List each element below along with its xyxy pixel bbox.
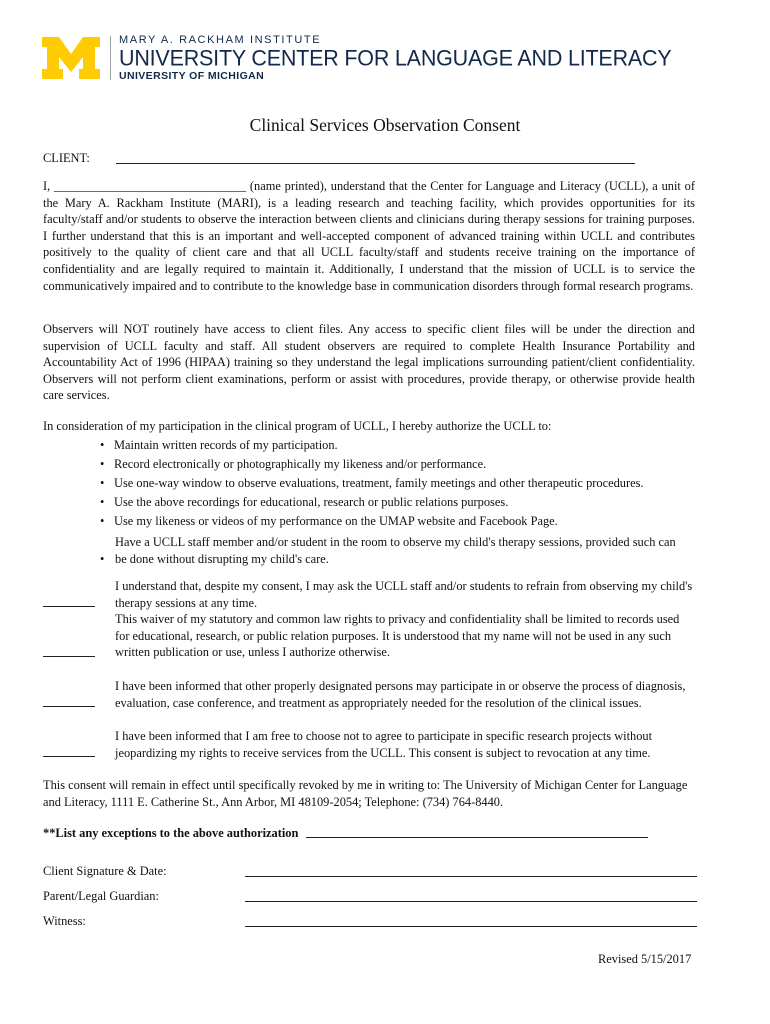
initial-item-text: This waiver of my statutory and common law rights to privacy and confidentiality shall be limited to records used for educational, research, or public relation purposes. It is understood that my name will not be used in any such written publication or use, unless I authorize otherwise. — [115, 612, 680, 660]
university-name: UNIVERSITY OF MICHIGAN — [119, 70, 265, 82]
observer-paragraph: Observers will NOT routinely have access to client files. Any access to specific client files will be under the direction and supervision of UCLL faculty and staff. All student observers are required to complete Health Insurance Portability and Accountability Act of 1996 (HIPAA) training so they understand the legal implications surrounding patient/client confidentiality. Observers will not perform client examinations, perform or assist with procedures, provide therapy, or otherwise provide health care services. — [43, 322, 695, 403]
institute-name: MARY A. RACKHAM INSTITUTE — [119, 34, 322, 46]
client-label: CLIENT: — [43, 151, 90, 165]
exceptions-line[interactable] — [306, 837, 648, 838]
exceptions-label: **List any exceptions to the above authorization — [43, 826, 299, 840]
guardian-signature-line[interactable] — [245, 901, 697, 902]
list-item-long-line2: be done without disrupting my child's care. — [115, 552, 329, 566]
client-name-line[interactable] — [116, 163, 635, 164]
consent-paragraph: I, _______________________________ (name printed), understand that the Center for Language and Literacy (UCLL), a unit of the Mary A. Rackham Institute (MARI), is a leading research and teaching facility, which provides opportunities for its faculty/staff and/or students to observe the interaction between clients and clinicians during therapy sessions for training purposes. I further understand that this is an important and well-accepted component of advanced training within UCLL and contributes positively to the quality of client care and that all UCLL faculty/staff and students receive training on the importance of confidentiality and are legally required to maintain it. Additionally, I understand that the mission of UCLL is to service the communicatively impaired and to contribute to the knowledge base in communication disorders through formal research programs. — [43, 179, 695, 293]
witness-signature-label: Witness: — [43, 914, 86, 928]
ucll-logo — [42, 34, 672, 82]
authorization-list — [98, 436, 644, 531]
initial-blank-4[interactable] — [43, 756, 95, 757]
initial-blank-2[interactable] — [43, 656, 95, 657]
list-item-long-line1: Have a UCLL staff member and/or student in the room to observe my child's therapy sessions, provided such can — [115, 535, 676, 549]
list-item: • Maintain written records of my participation. — [98, 436, 644, 455]
initial-blank-3[interactable] — [43, 706, 95, 707]
list-item: • Use the above recordings for educational, research or public relations purposes. — [98, 493, 644, 512]
initial-item-text: I have been informed that other properly designated persons may participate in or observe the process of diagnosis, evaluation, case conference, and treatment as appropriately needed for the resolution of the clinical issues. — [115, 679, 686, 710]
list-item: • Record electronically or photographically my likeness and/or performance. — [98, 455, 644, 474]
consent-duration-note: This consent will remain in effect until specifically revoked by me in writing to: The University of Michigan Center for Language and Literacy, 1111 E. Catherine St., Ann Arbor, MI 48109-2054; Telephone: (734) 764-8440. — [43, 778, 688, 809]
witness-signature-line[interactable] — [245, 926, 697, 927]
logo-divider — [110, 36, 111, 80]
authorize-intro: In consideration of my participation in the clinical program of UCLL, I hereby authorize the UCLL to: — [43, 419, 552, 433]
client-signature-label: Client Signature & Date: — [43, 864, 167, 878]
initial-blank-1[interactable] — [43, 606, 95, 607]
initial-item-text: I understand that, despite my consent, I may ask the UCLL staff and/or students to refrain from observing my child's therapy sessions at any time. — [115, 579, 693, 610]
revision-date: Revised 5/15/2017 — [598, 952, 692, 966]
client-signature-line[interactable] — [245, 876, 697, 877]
guardian-signature-label: Parent/Legal Guardian: — [43, 889, 159, 903]
bullet-dot: • — [100, 552, 105, 566]
block-m-icon — [42, 37, 100, 79]
center-name: UNIVERSITY CENTER FOR LANGUAGE AND LITERACY — [119, 45, 672, 71]
list-item: • Use my likeness or videos of my performance on the UMAP website and Facebook Page. — [98, 512, 644, 531]
initial-item-text: I have been informed that I am free to choose not to agree to participate in specific research projects without jeopardizing my rights to receive services from the UCLL. This consent is subject to revocation at any time. — [115, 729, 653, 760]
page-title: Clinical Services Observation Consent — [249, 115, 521, 135]
list-item: • Use one-way window to observe evaluations, treatment, family meetings and other therapeutic procedures. — [98, 474, 644, 493]
